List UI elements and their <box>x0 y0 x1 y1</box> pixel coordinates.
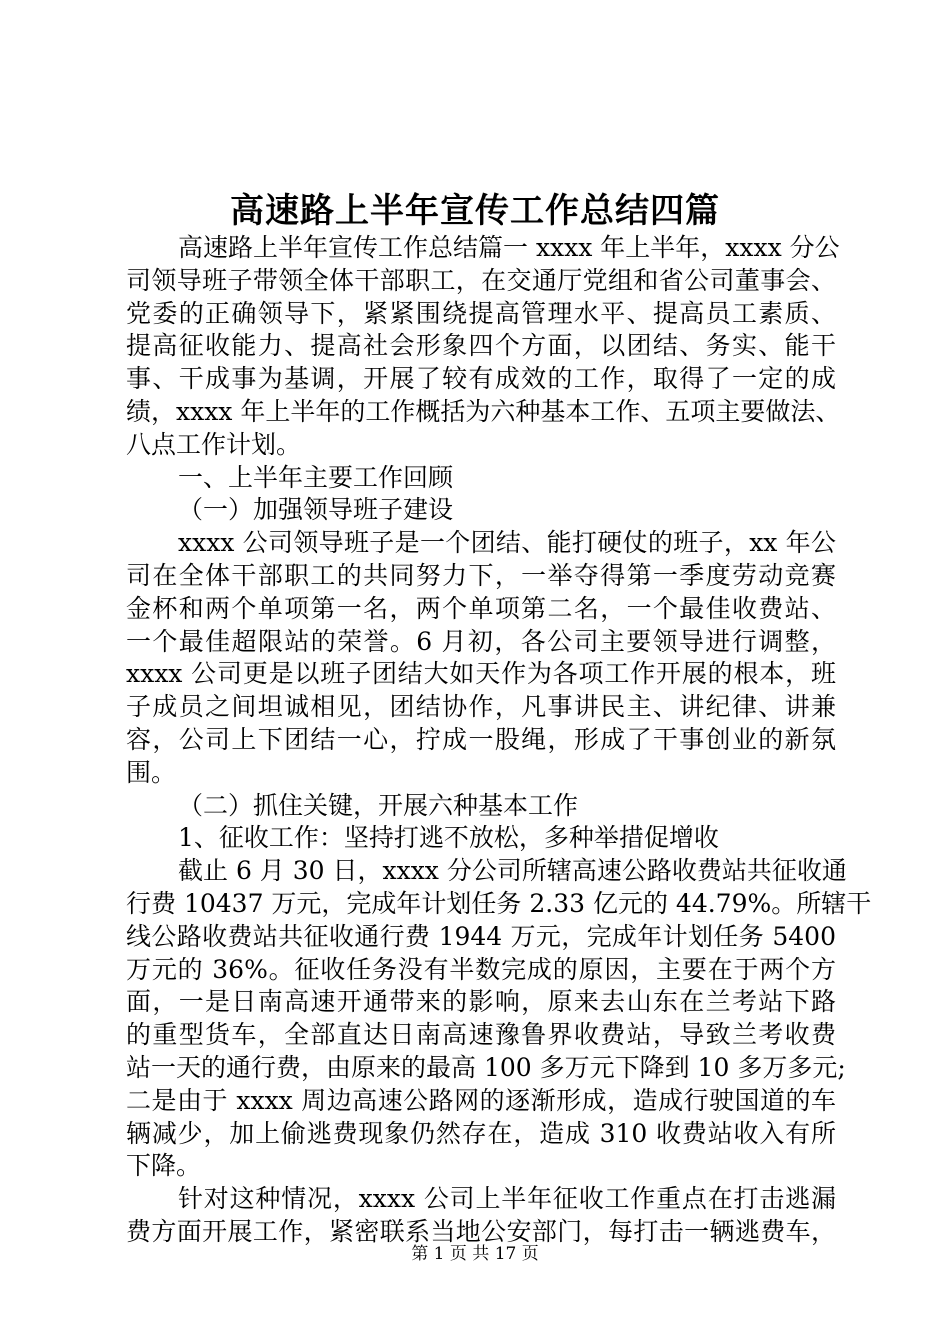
body-line: 二是由于 xxxx 周边高速公路网的逐渐形成，造成行驶国道的车 <box>126 1085 836 1115</box>
body-line: 站一天的通行费，由原来的最高 100 多万元下降到 10 多万多元; <box>126 1052 846 1082</box>
body-line: 费方面开展工作，紧密联系当地公安部门，每打击一辆逃费车， <box>126 1216 836 1246</box>
body-line: 八点工作计划。 <box>126 429 302 459</box>
body-line: 高速路上半年宣传工作总结篇一 xxxx 年上半年，xxxx 分公 <box>178 233 840 262</box>
document-title: 高速路上半年宣传工作总结四篇 <box>230 191 720 231</box>
body-line: 一个最佳超限站的荣誉。6 月初，各公司主要领导进行调整， <box>126 626 836 656</box>
subsection-heading: （一）加强领导班子建设 <box>178 495 454 525</box>
body-line: 的重型货车，全部直达日南高速豫鲁界收费站，导致兰考收费 <box>126 1020 836 1050</box>
body-line: 提高征收能力、提高社会形象四个方面，以团结、务实、能干 <box>126 331 836 361</box>
body-line: 绩，xxxx 年上半年的工作概括为六种基本工作、五项主要做法、 <box>126 396 841 426</box>
body-line: xxxx 公司更是以班子团结大如天作为各项工作开展的根本，班 <box>126 659 836 689</box>
body-line: 线公路收费站共征收通行费 1944 万元，完成年计划任务 5400 <box>126 921 836 951</box>
body-line: 司领导班子带领全体干部职工，在交通厅党组和省公司董事会、 <box>126 265 836 295</box>
body-line: 万元的 36%。征收任务没有半数完成的原因，主要在于两个方 <box>126 954 836 984</box>
body-line: 辆减少，加上偷逃费现象仍然存在，造成 310 收费站收入有所 <box>126 1118 836 1148</box>
body-line: 下降。 <box>126 1151 202 1181</box>
subsection-heading: （二）抓住关键，开展六种基本工作 <box>178 790 579 820</box>
body-line: 面，一是日南高速开通带来的影响，原来去山东在兰考站下路 <box>126 987 836 1017</box>
body-line: 围。 <box>126 757 177 787</box>
body-line: 金杯和两个单项第一名，两个单项第二名，一个最佳收费站、 <box>126 593 836 623</box>
section-heading: 一、上半年主要工作回顾 <box>178 462 454 492</box>
body-line: 司在全体干部职工的共同努力下，一举夺得第一季度劳动竞赛 <box>126 560 836 590</box>
page-number-footer: 第 1 页 共 17 页 <box>411 1244 539 1264</box>
body-line: 党委的正确领导下，紧紧围绕提高管理水平、提高员工素质、 <box>126 298 836 328</box>
body-line: 事、干成事为基调，开展了较有成效的工作，取得了一定的成 <box>126 364 836 394</box>
document-body <box>126 232 872 1249</box>
body-line: 容，公司上下团结一心，拧成一股绳，形成了干事创业的新氛 <box>126 724 836 754</box>
body-line: 截止 6 月 30 日，xxxx 分公司所辖高速公路收费站共征收通 <box>178 856 847 886</box>
body-line: 子成员之间坦诚相见，团结协作，凡事讲民主、讲纪律、讲兼 <box>126 692 836 722</box>
body-line: 针对这种情况，xxxx 公司上半年征收工作重点在打击逃漏 <box>178 1184 836 1214</box>
item-heading: 1、征收工作：坚持打逃不放松，多种举措促增收 <box>178 823 719 853</box>
body-line: 行费 10437 万元，完成年计划任务 2.33 亿元的 44.79%。所辖干 <box>126 888 872 918</box>
body-line: xxxx 公司领导班子是一个团结、能打硬仗的班子，xx 年公 <box>178 528 836 558</box>
